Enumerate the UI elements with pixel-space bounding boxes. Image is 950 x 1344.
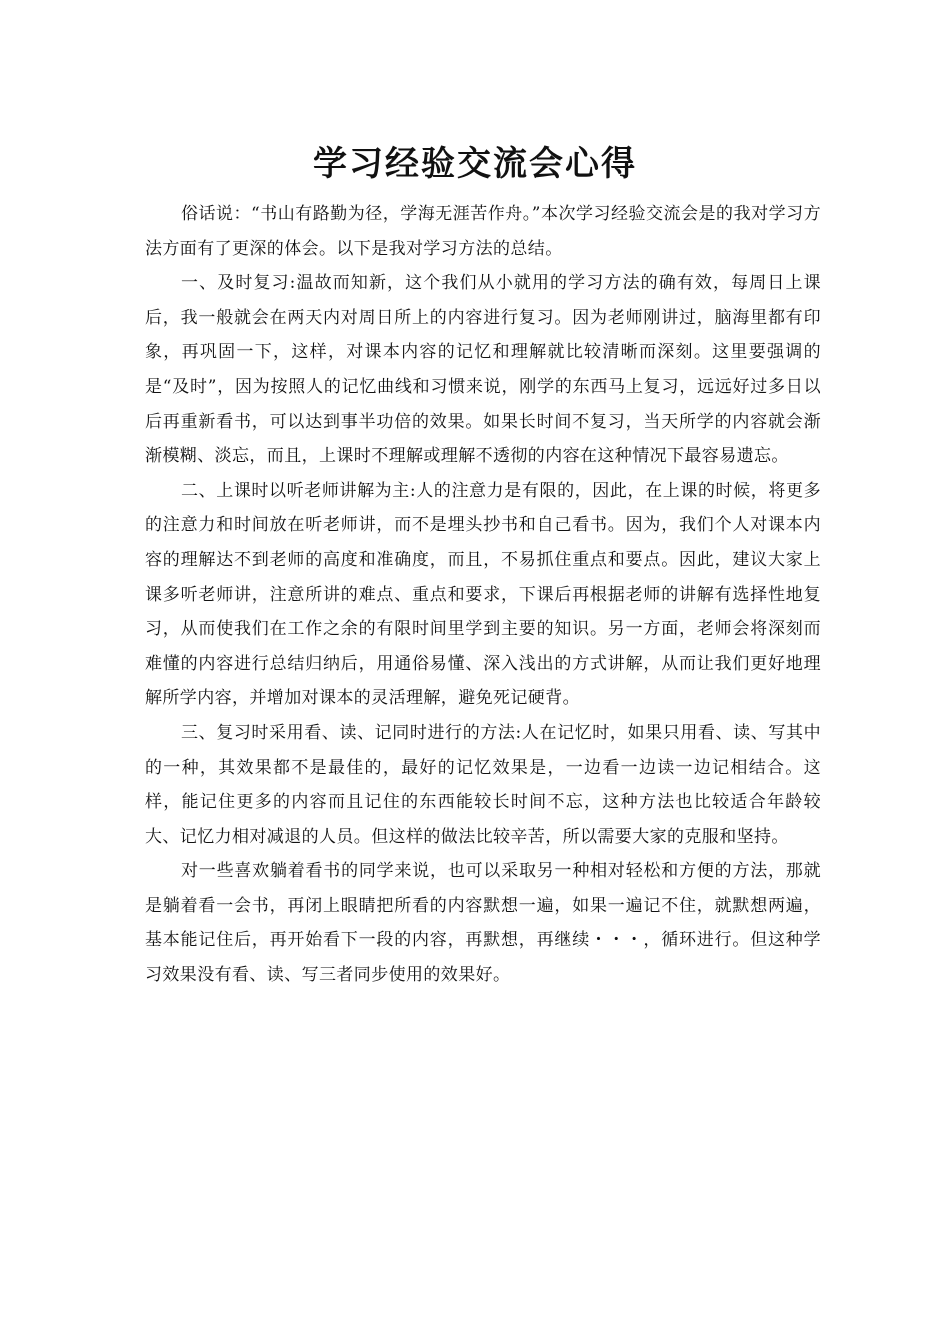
paragraph-listen-in-class: 二、上课时以听老师讲解为主:人的注意力是有限的，因此，在上课的时候，将更多的注意力和时间放在听老师讲，而不是埋头抄书和自己看书。因为，我们个人对课本内容的理解达不到老师的高度和准确度，而且，不易抓住重点和要点。因此，建议大家上课多听老师讲，注意所讲的难点、重点和要求，下课后再根据老师的讲解有选择性地复习，从而使我们在工作之余的有限时间里学到主要的知识。另一方面，老师会将深刻而难懂的内容进行总结归纳后，用通俗易懂、深入浅出的方式讲解，从而让我们更好地理解所学内容，并增加对课本的灵活理解，避免死记硬背。 [145,480,821,709]
document-title: 学习经验交流会心得 [313,144,637,184]
paragraph-lying-reading: 对一些喜欢躺着看书的同学来说，也可以采取另一种相对轻松和方便的方法，那就是躺着看一会书，再闭上眼睛把所看的内容默想一遍，如果一遍记不住，就默想两遍，基本能记住后，再开始看下一段的内容，再默想，再继续・・・，循环进行。但这种学习效果没有看、读、写三者同步使用的效果好。 [145,861,821,986]
paragraph-review-method: 三、复习时采用看、读、记同时进行的方法:人在记忆时，如果只用看、读、写其中的一种，其效果都不是最佳的，最好的记忆效果是，一边看一边读一边记相结合。这样，能记住更多的内容而且记住的东西能较长时间不忘，这种方法也比较适合年龄较大、记忆力相对减退的人员。但这样的做法比较辛苦，所以需要大家的克服和坚持。 [145,722,821,847]
paragraph-timely-review: 一、及时复习:温故而知新，这个我们从小就用的学习方法的确有效，每周日上课后，我一般就会在两天内对周日所上的内容进行复习。因为老师刚讲过，脑海里都有印象，再巩固一下，这样，对课本内容的记忆和理解就比较清晰而深刻。这里要强调的是“及时”，因为按照人的记忆曲线和习惯来说，刚学的东西马上复习，远远好过多日以后再重新看书，可以达到事半功倍的效果。如果长时间不复习，当天所学的内容就会渐渐模糊、淡忘，而且，上课时不理解或理解不透彻的内容在这种情况下最容易遗忘。 [145,273,821,467]
paragraph-intro: 俗话说：“书山有路勤为径，学海无涯苦作舟。”本次学习经验交流会是的我对学习方法方面有了更深的体会。以下是我对学习方法的总结。 [145,204,821,259]
document-body [145,197,821,993]
